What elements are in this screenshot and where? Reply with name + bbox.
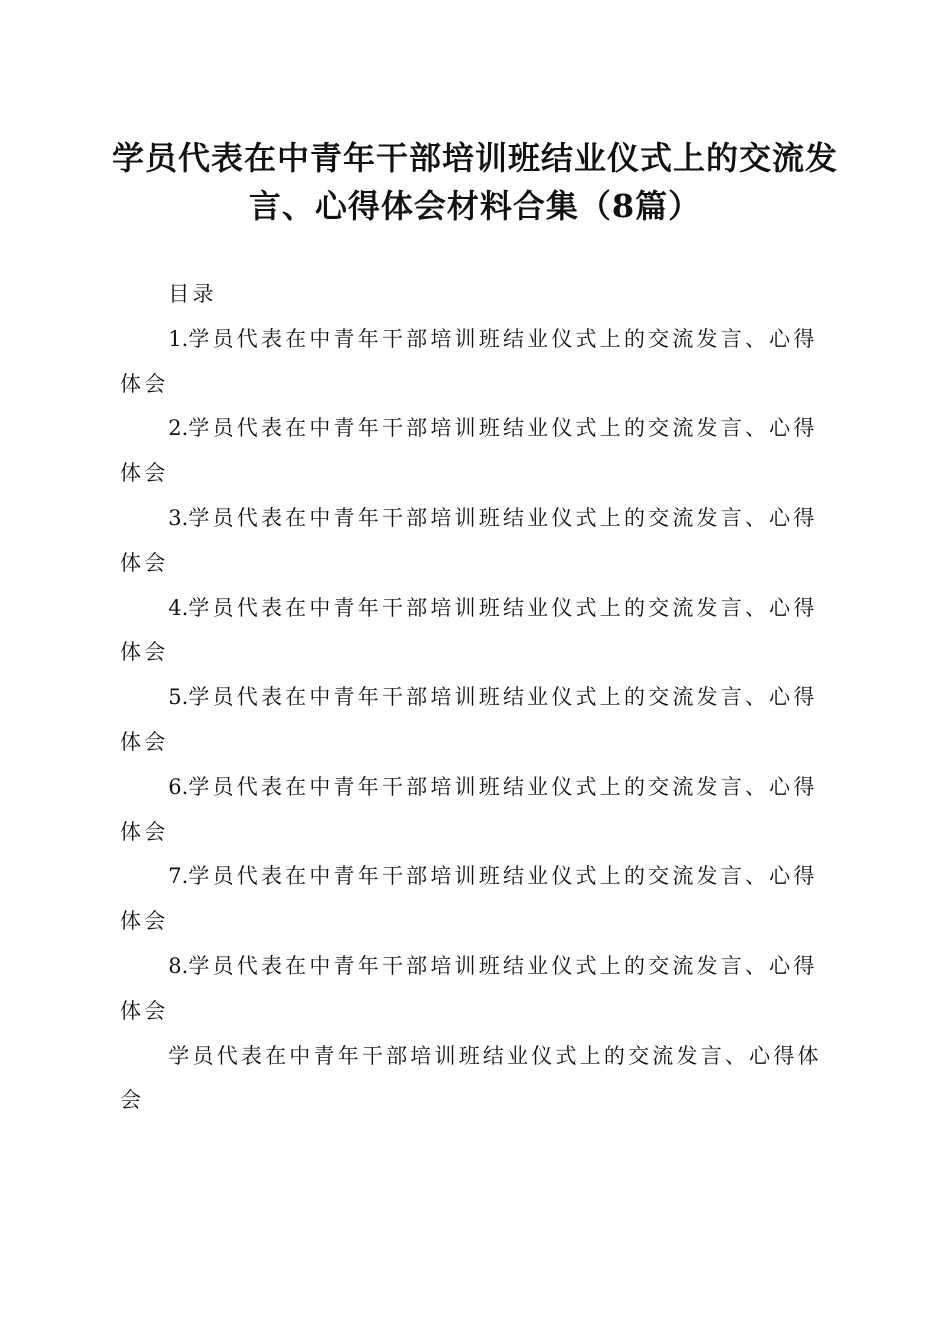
section-heading: 学员代表在中青年干部培训班结业仪式上的交流发言、心得体会: [120, 1043, 822, 1113]
table-of-contents: [120, 317, 830, 1034]
toc-item-6[interactable]: [120, 765, 830, 855]
toc-item-number: 3.: [168, 505, 189, 530]
toc-item-number: 6.: [168, 774, 189, 799]
toc-item-5[interactable]: [120, 675, 830, 765]
toc-item-number: 7.: [168, 864, 189, 889]
toc-item-number: 1.: [168, 326, 189, 351]
toc-item-number: 8.: [168, 953, 189, 978]
toc-item-number: 2.: [168, 416, 189, 441]
toc-item-3[interactable]: [120, 496, 830, 586]
toc-item-1[interactable]: [120, 317, 830, 407]
toc-item-4[interactable]: [120, 586, 830, 676]
toc-item-number: 5.: [168, 685, 189, 710]
toc-item-text: 学员代表在中青年干部培训班结业仪式上的交流发言、心得体会: [120, 416, 818, 486]
toc-item-7[interactable]: [120, 854, 830, 944]
toc-item-text: 学员代表在中青年干部培训班结业仪式上的交流发言、心得体会: [120, 326, 818, 396]
toc-item-number: 4.: [168, 595, 189, 620]
toc-item-2[interactable]: [120, 406, 830, 496]
toc-item-text: 学员代表在中青年干部培训班结业仪式上的交流发言、心得体会: [120, 774, 818, 844]
document-body: [120, 272, 830, 1123]
toc-item-8[interactable]: [120, 944, 830, 1034]
toc-heading: 目录: [168, 282, 217, 306]
toc-item-text: 学员代表在中青年干部培训班结业仪式上的交流发言、心得体会: [120, 595, 818, 665]
toc-item-text: 学员代表在中青年干部培训班结业仪式上的交流发言、心得体会: [120, 953, 818, 1023]
toc-item-text: 学员代表在中青年干部培训班结业仪式上的交流发言、心得体会: [120, 505, 818, 575]
toc-item-text: 学员代表在中青年干部培训班结业仪式上的交流发言、心得体会: [120, 864, 818, 934]
document-title: 学员代表在中青年干部培训班结业仪式上的交流发言、心得体会材料合集（8篇）: [111, 139, 838, 225]
toc-item-text: 学员代表在中青年干部培训班结业仪式上的交流发言、心得体会: [120, 685, 818, 754]
